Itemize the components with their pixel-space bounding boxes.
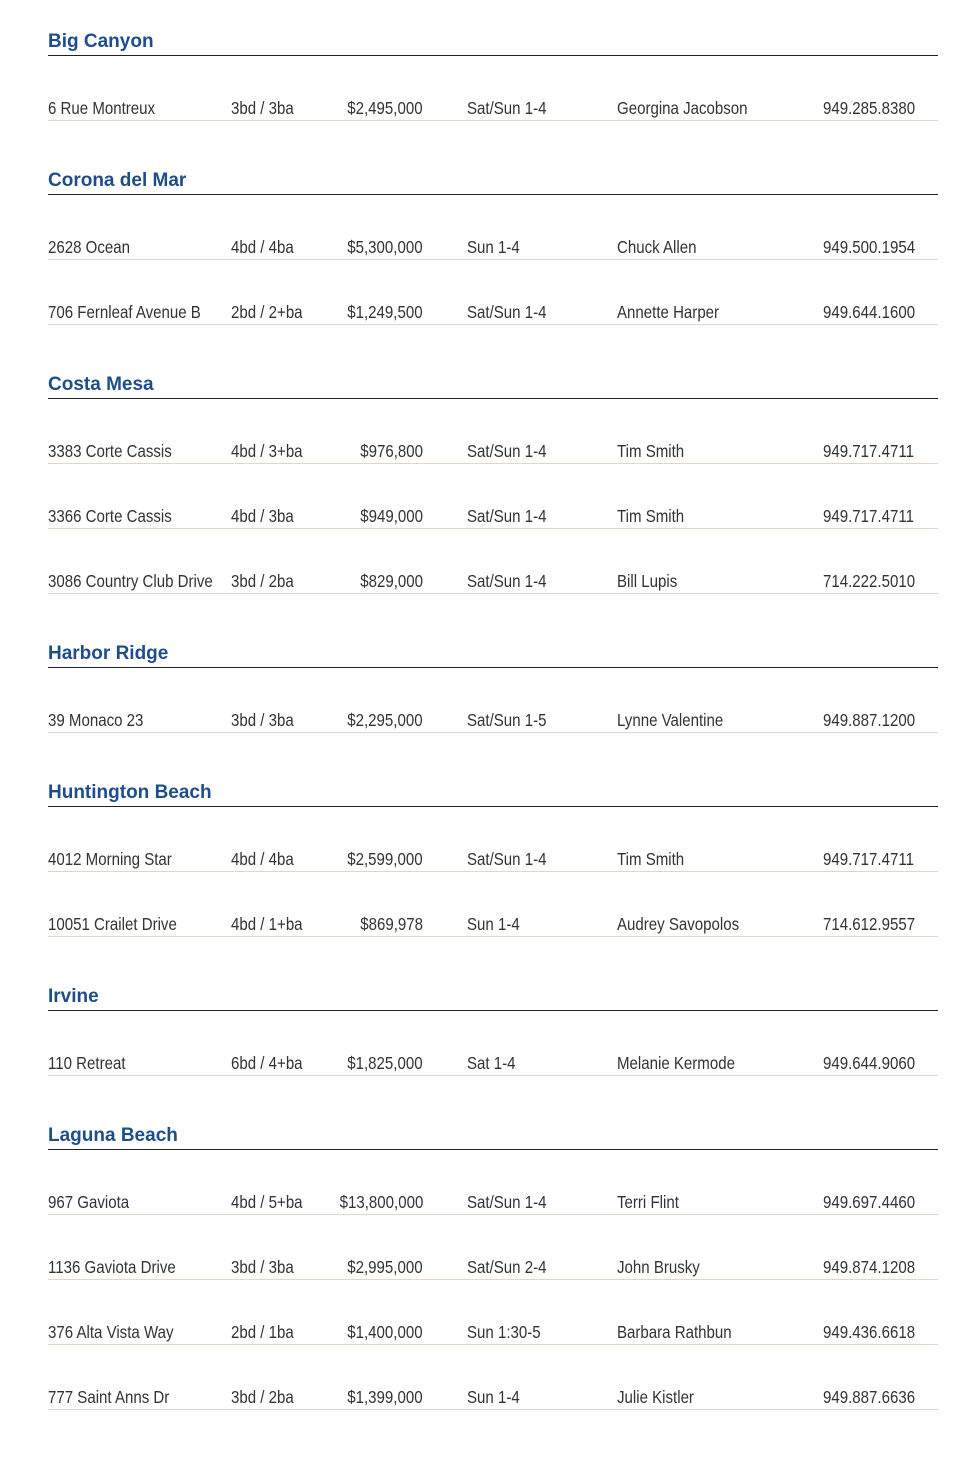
listing-price: $2,599,000 (347, 849, 423, 869)
listing-beds-baths: 6bd / 4+ba (231, 1053, 303, 1073)
listing-open-hours: Sun 1-4 (467, 237, 520, 257)
listing-agent-name: Julie Kistler (617, 1387, 694, 1407)
listing-agent-name: Tim Smith (617, 441, 685, 461)
listing-open-hours: Sat/Sun 1-5 (467, 710, 547, 730)
listing-agent-name: Audrey Savopolos (617, 914, 740, 934)
listing-row (48, 829, 938, 872)
listing-address: 3383 Corte Cassis (48, 441, 172, 461)
listing-address: 777 Saint Anns Dr (48, 1387, 170, 1407)
listing-agent-name: Annette Harper (617, 302, 720, 322)
listing-agent-name: Chuck Allen (617, 237, 697, 257)
listing-price: $829,000 (360, 571, 423, 591)
listing-price: $869,978 (360, 914, 423, 934)
listing-agent-phone: 949.500.1954 (823, 237, 916, 257)
listing-beds-baths: 4bd / 5+ba (231, 1192, 303, 1212)
listing-open-hours: Sat/Sun 1-4 (467, 302, 547, 322)
listing-row (48, 78, 938, 121)
city-heading: Corona del Mar (48, 169, 938, 195)
listing-beds-baths: 3bd / 3ba (231, 710, 294, 730)
city-heading: Costa Mesa (48, 373, 938, 399)
listing-open-hours: Sat/Sun 1-4 (467, 98, 547, 118)
city-section (48, 985, 938, 1076)
listing-address: 110 Retreat (48, 1053, 126, 1073)
listing-price: $2,495,000 (347, 98, 423, 118)
listing-row (48, 1237, 938, 1280)
listing-address: 1136 Gaviota Drive (48, 1257, 176, 1277)
listing-agent-name: Tim Smith (617, 506, 685, 526)
listing-agent-name: Lynne Valentine (617, 710, 724, 730)
listing-price: $5,300,000 (347, 237, 423, 257)
listing-agent-phone: 949.285.8380 (823, 98, 916, 118)
listing-agent-phone: 949.697.4460 (823, 1192, 916, 1212)
city-section (48, 781, 938, 937)
listing-beds-baths: 4bd / 3+ba (231, 441, 303, 461)
listing-price: $1,400,000 (347, 1322, 423, 1342)
listing-address: 967 Gaviota (48, 1192, 130, 1212)
city-heading: Laguna Beach (48, 1124, 938, 1150)
city-section (48, 1124, 938, 1410)
listing-address: 10051 Crailet Drive (48, 914, 177, 934)
listing-address: 3086 Country Club Drive (48, 571, 213, 591)
listing-beds-baths: 4bd / 4ba (231, 237, 294, 257)
listing-price: $1,399,000 (347, 1387, 423, 1407)
listing-beds-baths: 4bd / 4ba (231, 849, 294, 869)
listing-price: $2,995,000 (347, 1257, 423, 1277)
listing-beds-baths: 3bd / 3ba (231, 98, 294, 118)
city-heading: Huntington Beach (48, 781, 938, 807)
listing-open-hours: Sat/Sun 2-4 (467, 1257, 547, 1277)
listing-address: 6 Rue Montreux (48, 98, 156, 118)
listing-beds-baths: 4bd / 1+ba (231, 914, 303, 934)
listing-address: 706 Fernleaf Avenue B (48, 302, 201, 322)
listing-open-hours: Sun 1-4 (467, 914, 520, 934)
listing-open-hours: Sat/Sun 1-4 (467, 849, 547, 869)
city-heading: Harbor Ridge (48, 642, 938, 668)
listing-row (48, 1302, 938, 1345)
listing-agent-name: Tim Smith (617, 849, 685, 869)
listing-beds-baths: 3bd / 2ba (231, 571, 294, 591)
listing-agent-phone: 949.717.4711 (823, 506, 914, 526)
listing-row (48, 551, 938, 594)
listing-beds-baths: 2bd / 2+ba (231, 302, 303, 322)
listing-address: 2628 Ocean (48, 237, 131, 257)
listing-agent-phone: 714.612.9557 (823, 914, 916, 934)
listing-row (48, 421, 938, 464)
listing-agent-phone: 949.717.4711 (823, 441, 914, 461)
listing-beds-baths: 2bd / 1ba (231, 1322, 294, 1342)
listing-agent-phone: 949.887.1200 (823, 710, 916, 730)
listing-price: $949,000 (360, 506, 423, 526)
listing-row (48, 894, 938, 937)
listing-open-hours: Sat/Sun 1-4 (467, 571, 547, 591)
listing-open-hours: Sat/Sun 1-4 (467, 441, 547, 461)
city-section (48, 642, 938, 733)
listing-open-hours: Sat/Sun 1-4 (467, 1192, 547, 1212)
listing-address: 4012 Morning Star (48, 849, 172, 869)
listing-row (48, 690, 938, 733)
listing-price: $2,295,000 (347, 710, 423, 730)
listing-agent-name: Melanie Kermode (617, 1053, 735, 1073)
listing-beds-baths: 3bd / 2ba (231, 1387, 294, 1407)
listing-agent-phone: 949.644.1600 (823, 302, 916, 322)
listing-agent-name: Barbara Rathbun (617, 1322, 732, 1342)
listing-address: 3366 Corte Cassis (48, 506, 172, 526)
listing-agent-phone: 949.717.4711 (823, 849, 914, 869)
listing-row (48, 1033, 938, 1076)
listing-address: 39 Monaco 23 (48, 710, 144, 730)
listing-price: $976,800 (360, 441, 423, 461)
listing-price: $1,825,000 (347, 1053, 423, 1073)
listing-address: 376 Alta Vista Way (48, 1322, 174, 1342)
listing-agent-phone: 949.887.6636 (823, 1387, 916, 1407)
listing-open-hours: Sun 1-4 (467, 1387, 520, 1407)
listing-open-hours: Sat 1-4 (467, 1053, 516, 1073)
listing-beds-baths: 4bd / 3ba (231, 506, 294, 526)
listing-agent-phone: 949.874.1208 (823, 1257, 916, 1277)
listing-agent-name: Bill Lupis (617, 571, 678, 591)
city-section (48, 169, 938, 325)
listing-beds-baths: 3bd / 3ba (231, 1257, 294, 1277)
listing-agent-phone: 714.222.5010 (823, 571, 916, 591)
listing-agent-phone: 949.436.6618 (823, 1322, 916, 1342)
listing-row (48, 486, 938, 529)
listing-row (48, 217, 938, 260)
city-heading: Irvine (48, 985, 938, 1011)
listing-open-hours: Sun 1:30-5 (467, 1322, 541, 1342)
listing-price: $1,249,500 (347, 302, 423, 322)
listing-agent-name: Terri Flint (617, 1192, 679, 1212)
listing-agent-phone: 949.644.9060 (823, 1053, 916, 1073)
listing-open-hours: Sat/Sun 1-4 (467, 506, 547, 526)
listing-row (48, 282, 938, 325)
city-heading: Big Canyon (48, 30, 938, 56)
city-section (48, 30, 938, 121)
listing-agent-name: Georgina Jacobson (617, 98, 748, 118)
listing-price: $13,800,000 (339, 1192, 423, 1212)
listing-row (48, 1367, 938, 1410)
listing-row (48, 1172, 938, 1215)
city-section (48, 373, 938, 594)
listing-agent-name: John Brusky (617, 1257, 700, 1277)
open-house-listings (48, 30, 938, 1458)
